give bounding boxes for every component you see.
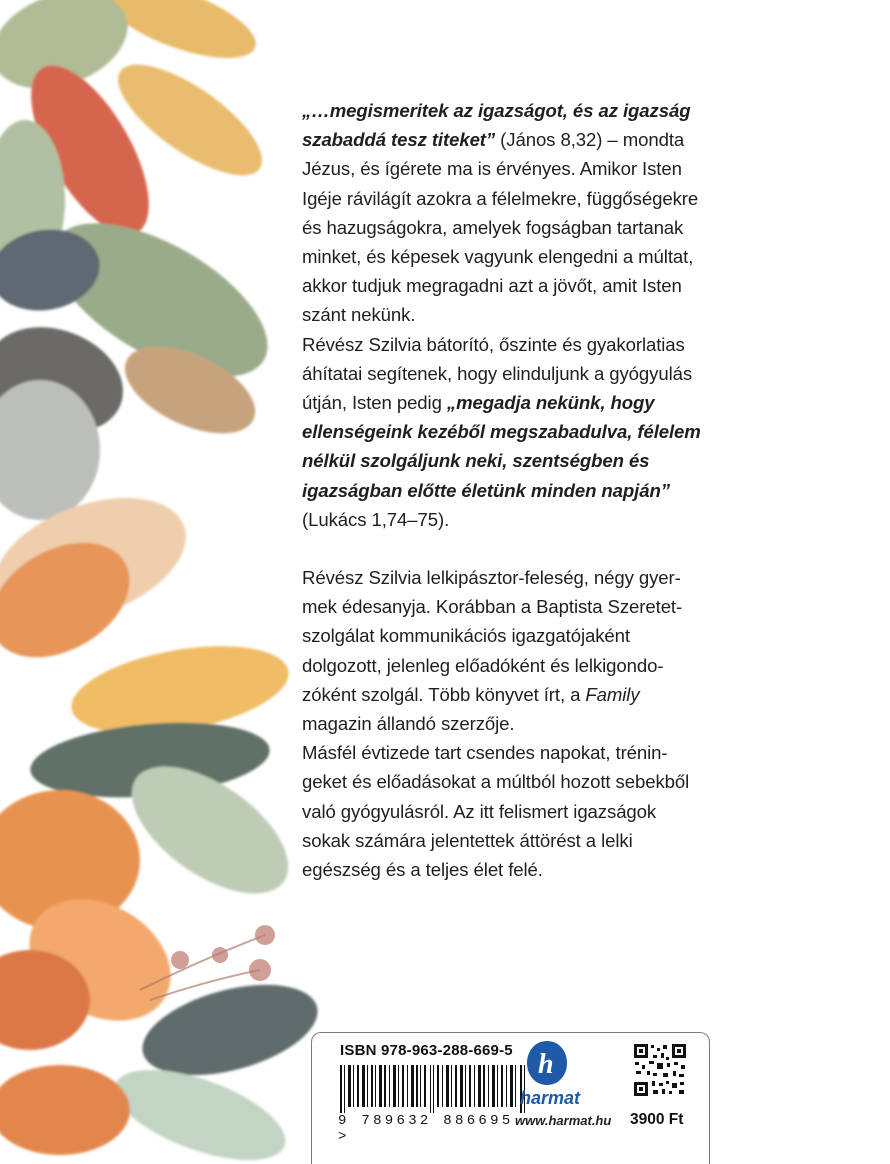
- blurb-paragraph-2: [302, 330, 702, 534]
- scripture-quote: „…megismeritek az igazságot, és az igazság szabaddá tesz titeket”: [302, 100, 691, 151]
- author-bio-paragraph-2: Másfél évtizede tart csendes napokat, tréningeket és előadásokat a múltból hozott sebekből való gyógyulásról. Az itt felismert igazságok sokak számára jelentettek áttörést a lelki egészség és a teljes élet felé.: [302, 742, 690, 881]
- author-bio: Révész Szilvia lelkipásztor-feleség, négy gyermek édesanyja. Korábban a Baptista Szeretetszolgálat kommunikációs igazgatójaként dolgozott, jelenleg előadóként és lelkigondozóként szolgál. Több könyvet írt, a: [302, 567, 683, 705]
- publisher-name: harmat: [520, 1088, 581, 1108]
- barcode-panel: [311, 1032, 710, 1164]
- blurb-paragraph-1: [302, 96, 702, 330]
- scripture-quote: „megadja nekünk, hogy ellenségeink kezéből megszabadulva, félelem nélkül szolgáljunk neki, szentségben és igazságban előtte életünk minden napján”: [302, 392, 701, 501]
- publisher-url: www.harmat.hu: [515, 1113, 612, 1128]
- blurb-body: (János 8,32) – mondta Jézus, és ígérete ma is érvényes. Amikor Isten Igéje rávilágít azokra a félelmekre, függőségekre és hazugságokra, amelyek fogságban tartanak minket, és képesek vagyunk elengedni a múltat, akkor tudjuk megragadni azt a jövőt, amit Isten szánt nekünk.: [302, 129, 699, 326]
- barcode-icon: [338, 1065, 528, 1113]
- isbn-label: ISBN 978-963-288-669-5: [340, 1042, 513, 1059]
- author-bio: magazin állandó szerzője.: [302, 713, 515, 735]
- barcode-digits: 9 789632 886695 >: [338, 1113, 514, 1145]
- back-cover-text: [302, 96, 702, 884]
- qr-code-icon: [633, 1043, 687, 1097]
- blurb-body: Révész Szilvia bátorító, őszinte és gyakorlatias áhítatai segítenek, hogy elinduljunk a gyógyulás útján, Isten pedig: [302, 333, 693, 414]
- svg-text:h: h: [538, 1049, 554, 1080]
- author-bio-paragraph-1: [302, 563, 702, 738]
- blurb-ref: (Lukács 1,74–75).: [302, 508, 450, 530]
- harmat-logo-icon: [525, 1039, 569, 1087]
- price-label: 3900 Ft: [630, 1111, 684, 1128]
- magazine-title: Family: [585, 683, 640, 705]
